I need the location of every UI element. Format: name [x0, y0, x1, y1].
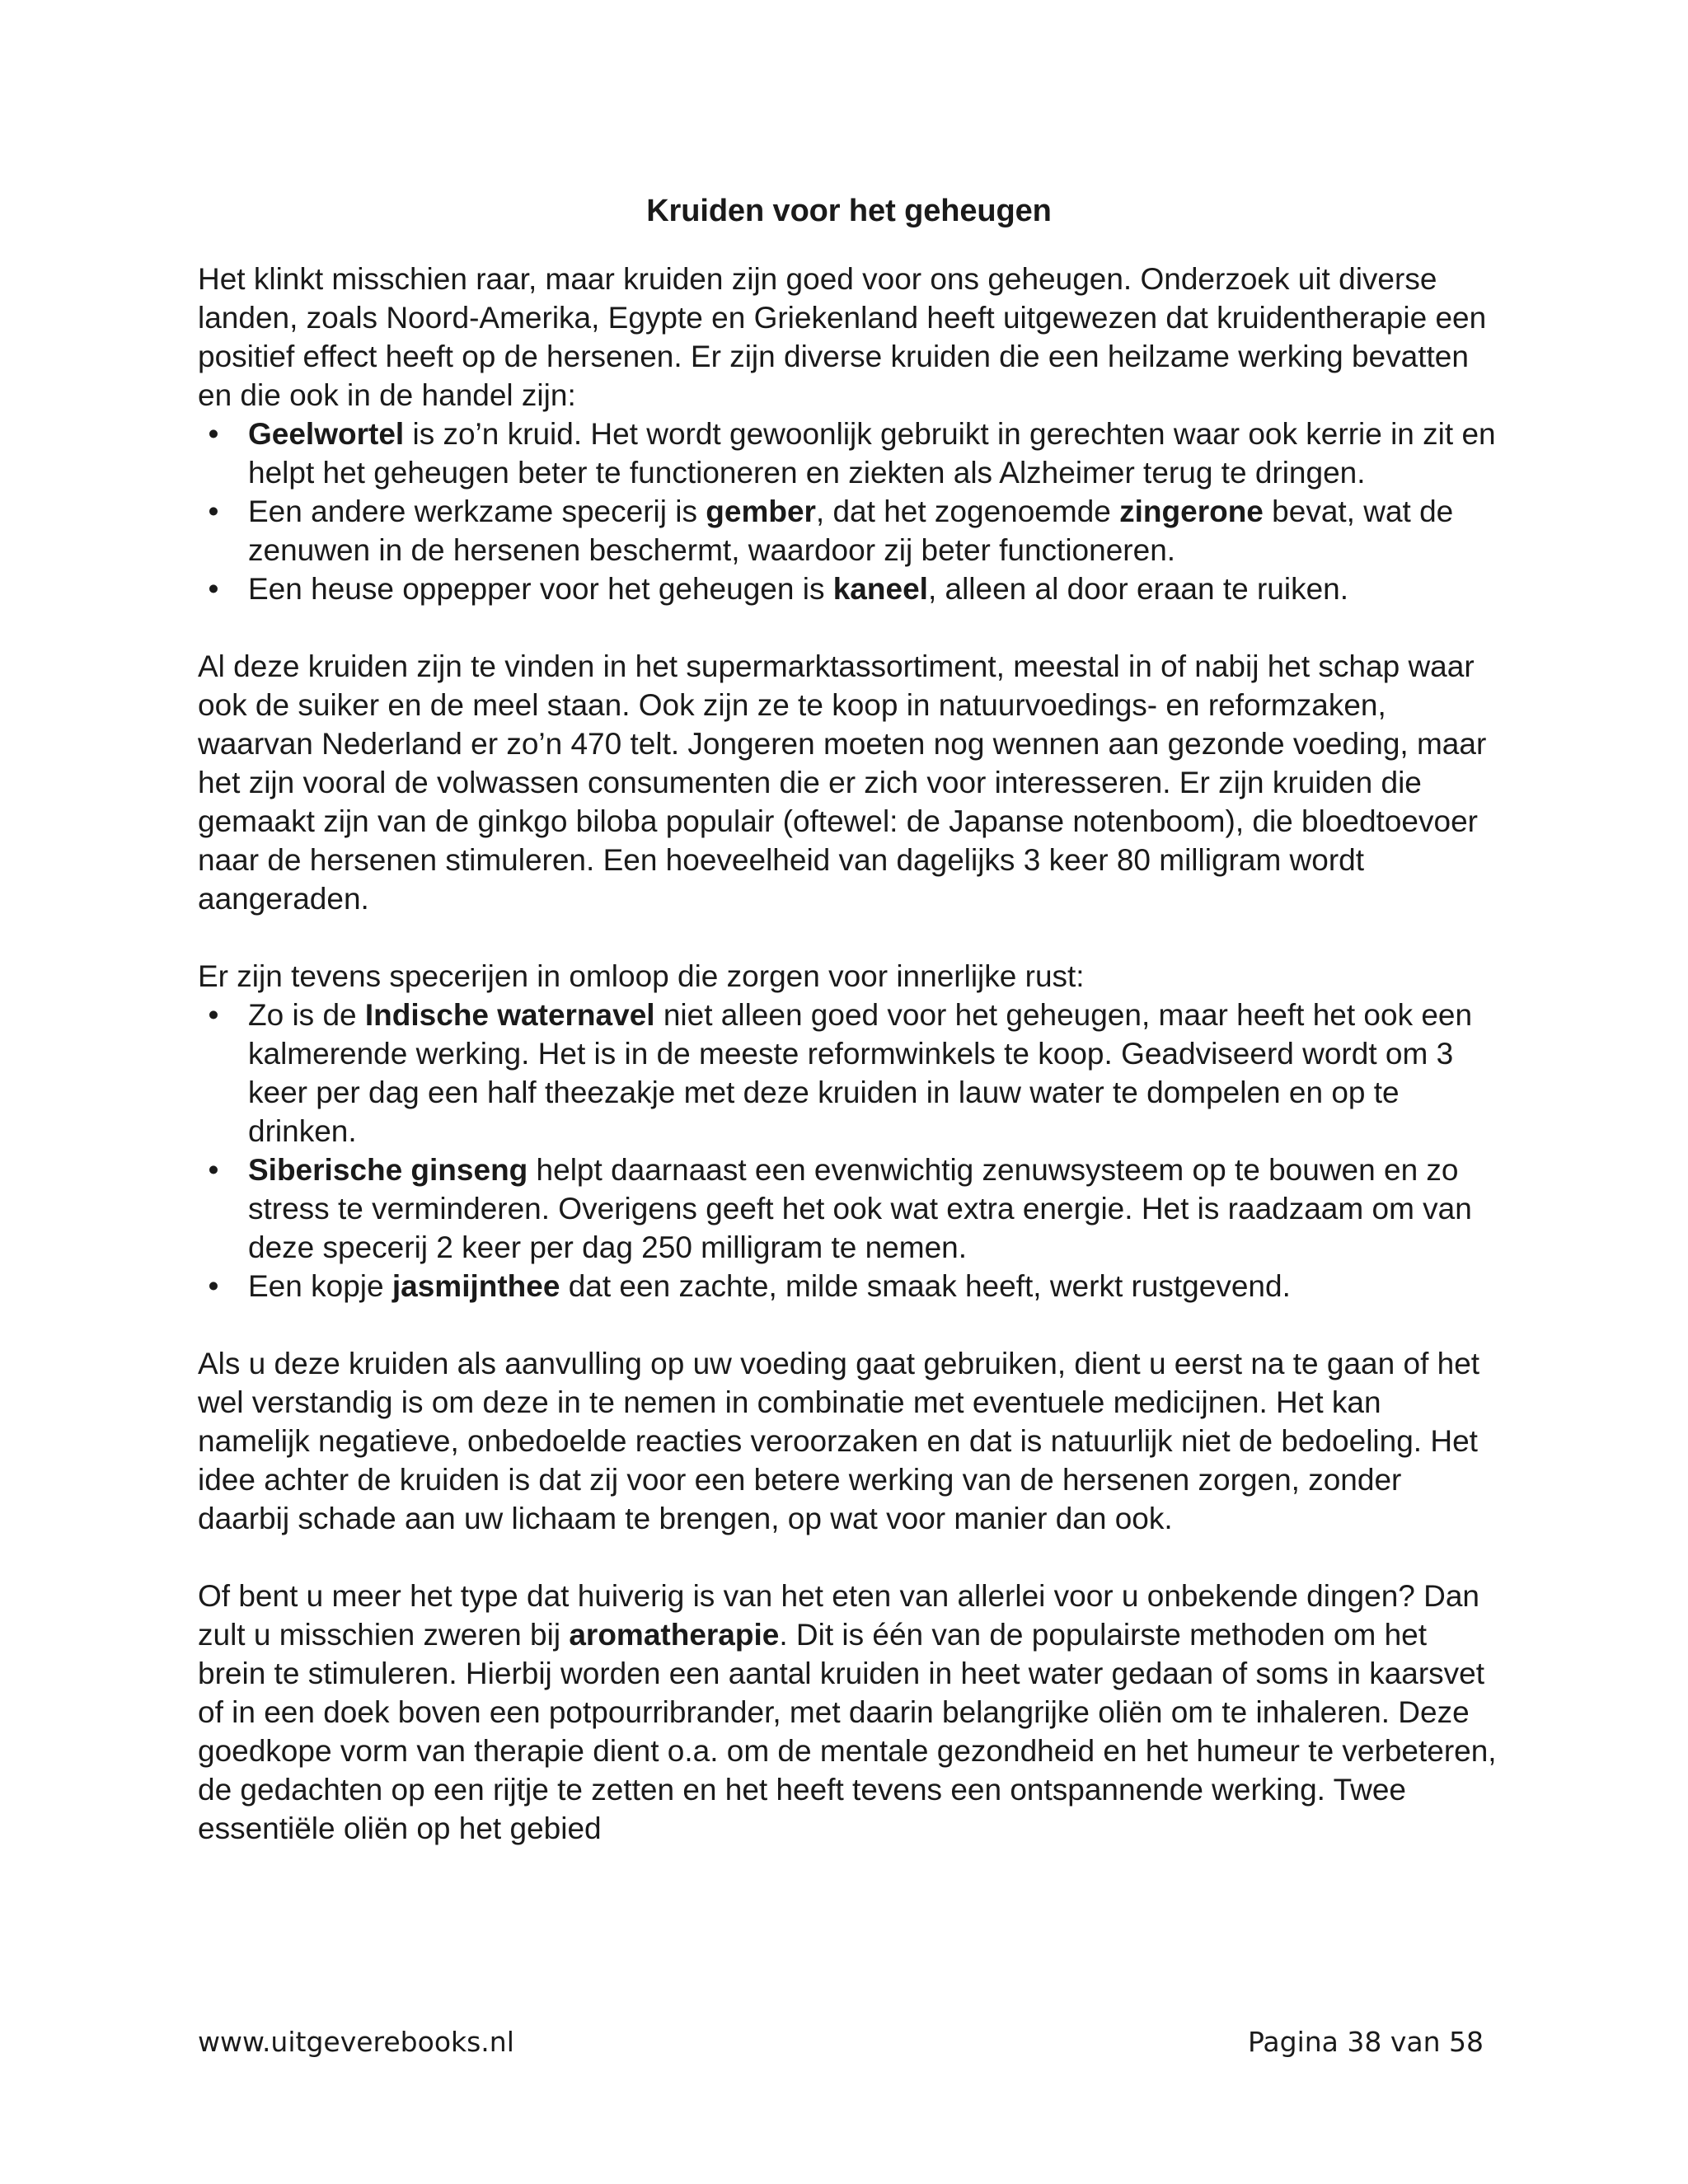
item-text: Een heuse oppepper voor het geheugen is	[248, 572, 833, 606]
item-text: dat een zachte, milde smaak heeft, werkt rustgevend.	[560, 1269, 1291, 1303]
list-item	[198, 1267, 1500, 1305]
herb-name: jasmijnthee	[392, 1269, 560, 1303]
item-text: Zo is de	[248, 998, 365, 1032]
bullet-icon: •	[208, 998, 219, 1032]
list-item	[198, 569, 1500, 608]
list-item	[198, 1151, 1500, 1267]
aromatherapy-paragraph	[198, 1577, 1500, 1848]
paragraph-text: Of bent u meer het type dat huiverig is van het eten van allerlei voor u onbekende dingen? Dan zult u misschien zweren bij	[198, 1579, 1480, 1652]
list-item	[198, 492, 1500, 569]
herb-name: Indische waternavel	[364, 998, 655, 1032]
bullet-icon: •	[208, 494, 219, 528]
memory-herbs-list	[198, 415, 1500, 608]
herb-name: Siberische ginseng	[248, 1153, 528, 1187]
item-text: , dat het zogenoemde	[815, 494, 1120, 528]
calming-herbs-list	[198, 996, 1500, 1305]
item-text: Een andere werkzame specerij is	[248, 494, 706, 528]
supermarket-paragraph: Al deze kruiden zijn te vinden in het supermarktassortiment, meestal in of nabij het schap waar ook de suiker en de meel staan. Ook zijn ze te koop in natuurvoedings- en reformzaken, waarvan Nederland er zo’n 470 telt. Jongeren moeten nog wennen aan gezonde voeding, maar het zijn vooral de volwassen consumenten die er zich voor interesseren. Er zijn kruiden die gemaakt zijn van de ginkgo biloba populair (oftewel: de Japanse notenboom), die bloedtoevoer naar de hersenen stimuleren. Een hoeveelheid van dagelijks 3 keer 80 milligram wordt aangeraden.	[198, 649, 1487, 916]
herb-name: Geelwortel	[248, 417, 405, 451]
list-item	[198, 996, 1500, 1151]
caution-paragraph: Als u deze kruiden als aanvulling op uw voeding gaat gebruiken, dient u eerst na te gaan of het wel verstandig is om deze in te nemen in combinatie met eventuele medicijnen. Het kan namelijk negatieve, onbedoelde reacties veroorzaken en dat is natuurlijk niet de bedoeling. Het idee achter de kruiden is dat zij voor een betere werking van de hersenen zorgen, zonder daarbij schade aan uw lichaam te brengen, op wat voor manier dan ook.	[198, 1347, 1480, 1535]
item-text: niet alleen goed voor het geheugen, maar heeft het ook een kalmerende werking. Het is in de meeste reformwinkels te koop. Geadviseerd wordt om 3 keer per dag een half theezakje met deze kruiden in lauw water te dompelen en op te drinken.	[248, 998, 1473, 1148]
item-text: helpt daarnaast een evenwichtig zenuwsysteem op te bouwen en zo stress te verminderen. Overigens geeft het ook wat extra energie. Het is raadzaam om van deze specerij 2 keer per dag 250 milligram te nemen.	[248, 1153, 1472, 1264]
aromatherapy-term: aromatherapie	[569, 1618, 780, 1652]
item-text: Een kopje	[248, 1269, 392, 1303]
item-text: is zo’n kruid. Het wordt gewoonlijk gebruikt in gerechten waar ook kerrie in zit en helpt het geheugen beter te functioneren en ziekten als Alzheimer terug te dringen.	[248, 417, 1496, 490]
document-page	[198, 191, 1500, 1963]
footer-page-number: Pagina 38 van 58	[1247, 2026, 1484, 2058]
page-title: Kruiden voor het geheugen	[646, 194, 1052, 228]
bullet-icon: •	[208, 1153, 219, 1187]
item-text: , alleen al door eraan te ruiken.	[927, 572, 1349, 606]
herb-name: kaneel	[832, 572, 928, 606]
herb-name: gember	[706, 494, 816, 528]
intro-paragraph: Het klinkt misschien raar, maar kruiden zijn goed voor ons geheugen. Onderzoek uit diverse landen, zoals Noord-Amerika, Egypte en Griekenland heeft uitgewezen dat kruidentherapie een positief effect heeft op de hersenen. Er zijn diverse kruiden die een heilzame werking bevatten en die ook in de handel zijn:	[198, 262, 1487, 412]
paragraph-text: . Dit is één van de populairste methoden om het brein te stimuleren. Hierbij worden een aantal kruiden in heet water gedaan of soms in kaarsvet of in een doek boven een potpourribrander, met daarin belangrijke oliën om te inhaleren. Deze goedkope vorm van therapie dient o.a. om de mentale gezondheid en het humeur te verbeteren, de gedachten op een rijtje te zetten en het heeft tevens een ontspannende werking. Twee essentiële oliën op het gebied	[198, 1618, 1497, 1845]
list-item	[198, 415, 1500, 492]
paragraph-spacer	[198, 918, 1500, 957]
bullet-icon: •	[208, 417, 219, 451]
bullet-icon: •	[208, 572, 219, 606]
paragraph-spacer	[198, 608, 1500, 647]
calming-spices-intro: Er zijn tevens specerijen in omloop die zorgen voor innerlijke rust:	[198, 959, 1085, 993]
bullet-icon: •	[208, 1269, 219, 1303]
compound-name: zingerone	[1119, 494, 1264, 528]
item-text: bevat, wat de zenuwen in de hersenen beschermt, waardoor zij beter functioneren.	[248, 494, 1454, 567]
footer-website: www.uitgeverebooks.nl	[198, 2026, 514, 2058]
paragraph-spacer	[198, 1305, 1500, 1344]
paragraph-spacer	[198, 1538, 1500, 1577]
